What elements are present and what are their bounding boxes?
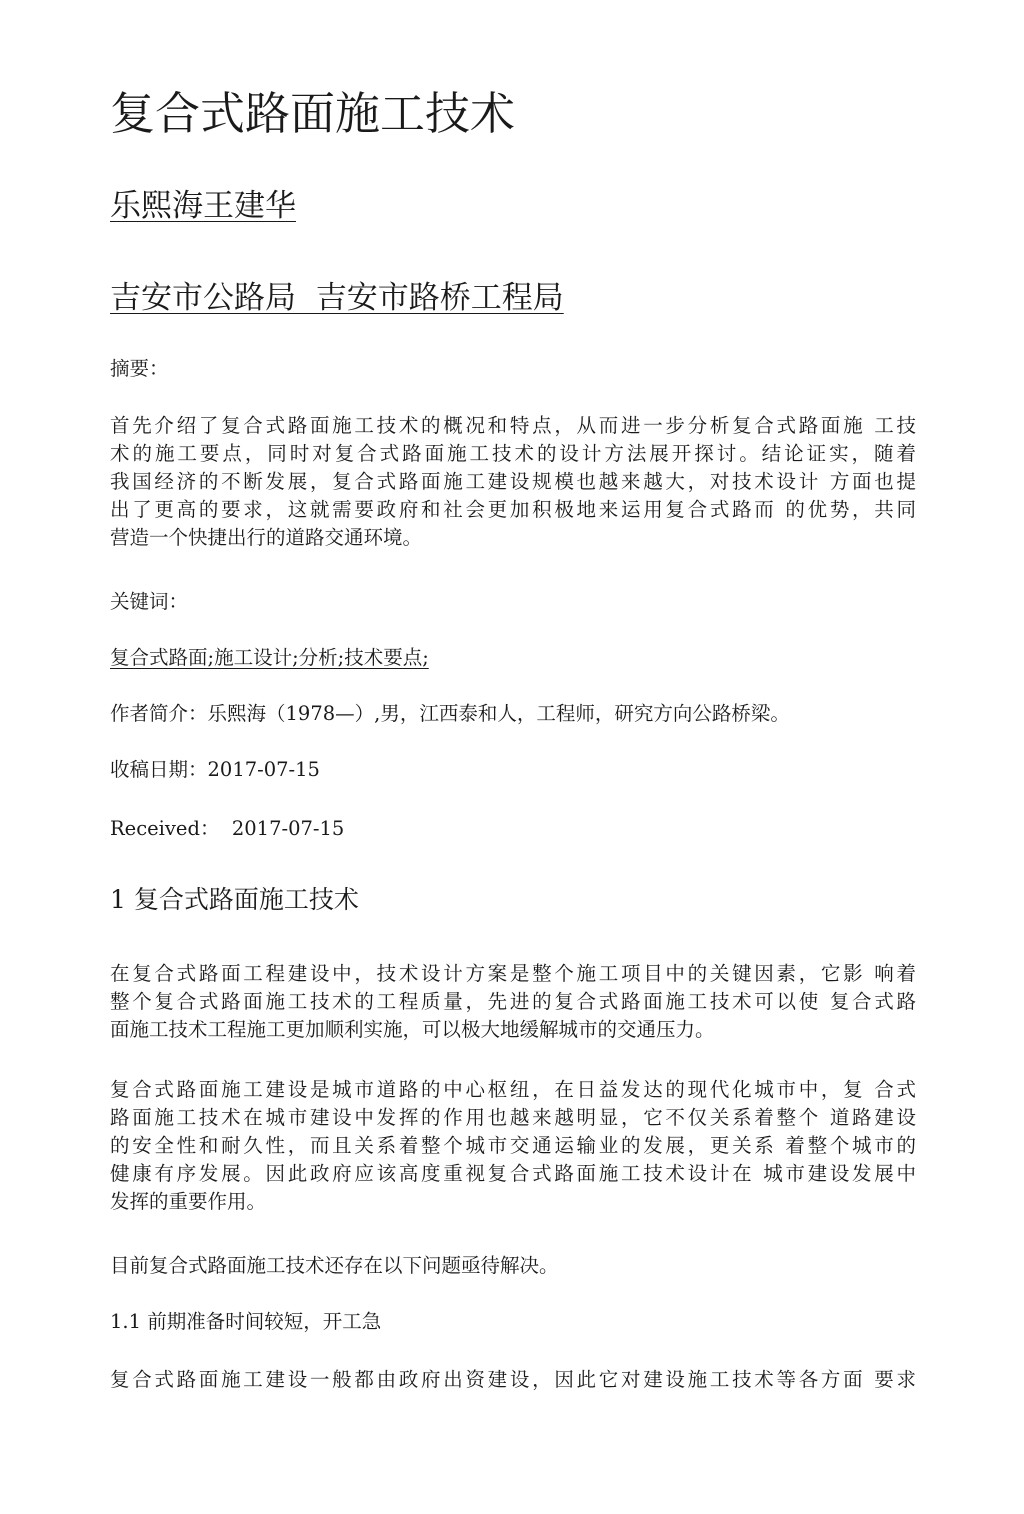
paragraph-line: 路面施工技术在城市建设中发挥的作用也越来越明显，它不仅关系着整个 道路建设	[110, 1106, 916, 1129]
paragraph-line: 复合式路面施工建设一般都由政府出资建设，因此它对建设施工技术等各方面 要求	[110, 1368, 916, 1391]
author-names: 乐熙海王建华	[110, 188, 296, 224]
section-heading: 1 复合式路面施工技术	[110, 885, 359, 914]
section1-paragraph-2	[110, 1076, 916, 1216]
abstract-line: 出了更高的要求，这就需要政府和社会更加积极地来运用复合式路而 的优势，共同	[110, 498, 916, 521]
abstract-line: 首先介绍了复合式路面施工技术的概况和特点，从而进一步分析复合式路面施 工技	[110, 414, 916, 437]
paragraph-line: 健康有序发展。因此政府应该高度重视复合式路面施工技术设计在 城市建设发展中	[110, 1162, 916, 1185]
received-date-en: Received： 2017-07-15	[110, 817, 345, 840]
subsection1-paragraph-1	[110, 1366, 916, 1394]
author-intro: 作者简介：乐熙海（1978—）,男，江西泰和人，工程师，研究方向公路桥梁。	[110, 702, 790, 725]
abstract-line: 术的施工要点，同时对复合式路面施工技术的设计方法展开探讨。结论证实，随着	[110, 442, 916, 465]
keywords-list: 复合式路面;施工设计;分析;技术要点;	[110, 646, 429, 669]
author-affiliation: 吉安市公路局 吉安市路桥工程局	[110, 280, 564, 316]
abstract-label: 摘要：	[110, 357, 169, 380]
section1-paragraph-3: 目前复合式路面施工技术还存在以下问题亟待解决。	[110, 1254, 559, 1277]
abstract-line: 我国经济的不断发展，复合式路面施工建设规模也越来越大，对技术设计 方面也提	[110, 470, 916, 493]
section1-paragraph-1	[110, 960, 916, 1044]
paragraph-line: 面施工技术工程施工更加顺利实施，可以极大地缓解城市的交通压力。	[110, 1018, 715, 1041]
paragraph-line: 整个复合式路面施工技术的工程质量，先进的复合式路面施工技术可以使 复合式路	[110, 990, 916, 1013]
paragraph-line: 的安全性和耐久性，而且关系着整个城市交通运输业的发展，更关系 着整个城市的	[110, 1134, 916, 1157]
paragraph-line: 复合式路面施工建设是城市道路的中心枢纽，在日益发达的现代化城市中，复 合式	[110, 1078, 916, 1101]
document-title: 复合式路面施工技术	[110, 87, 516, 140]
keywords-label: 关键词：	[110, 590, 189, 613]
paragraph-line: 在复合式路面工程建设中，技术设计方案是整个施工项目中的关键因素，它影 响着	[110, 962, 916, 985]
received-date-cn: 收稿日期：2017-07-15	[110, 758, 320, 781]
subsection-heading: 1.1 前期准备时间较短，开工急	[110, 1310, 382, 1333]
abstract-line: 营造一个快捷出行的道路交通环境。	[110, 526, 423, 549]
paragraph-line: 发挥的重要作用。	[110, 1190, 267, 1213]
abstract-paragraph	[110, 412, 916, 552]
